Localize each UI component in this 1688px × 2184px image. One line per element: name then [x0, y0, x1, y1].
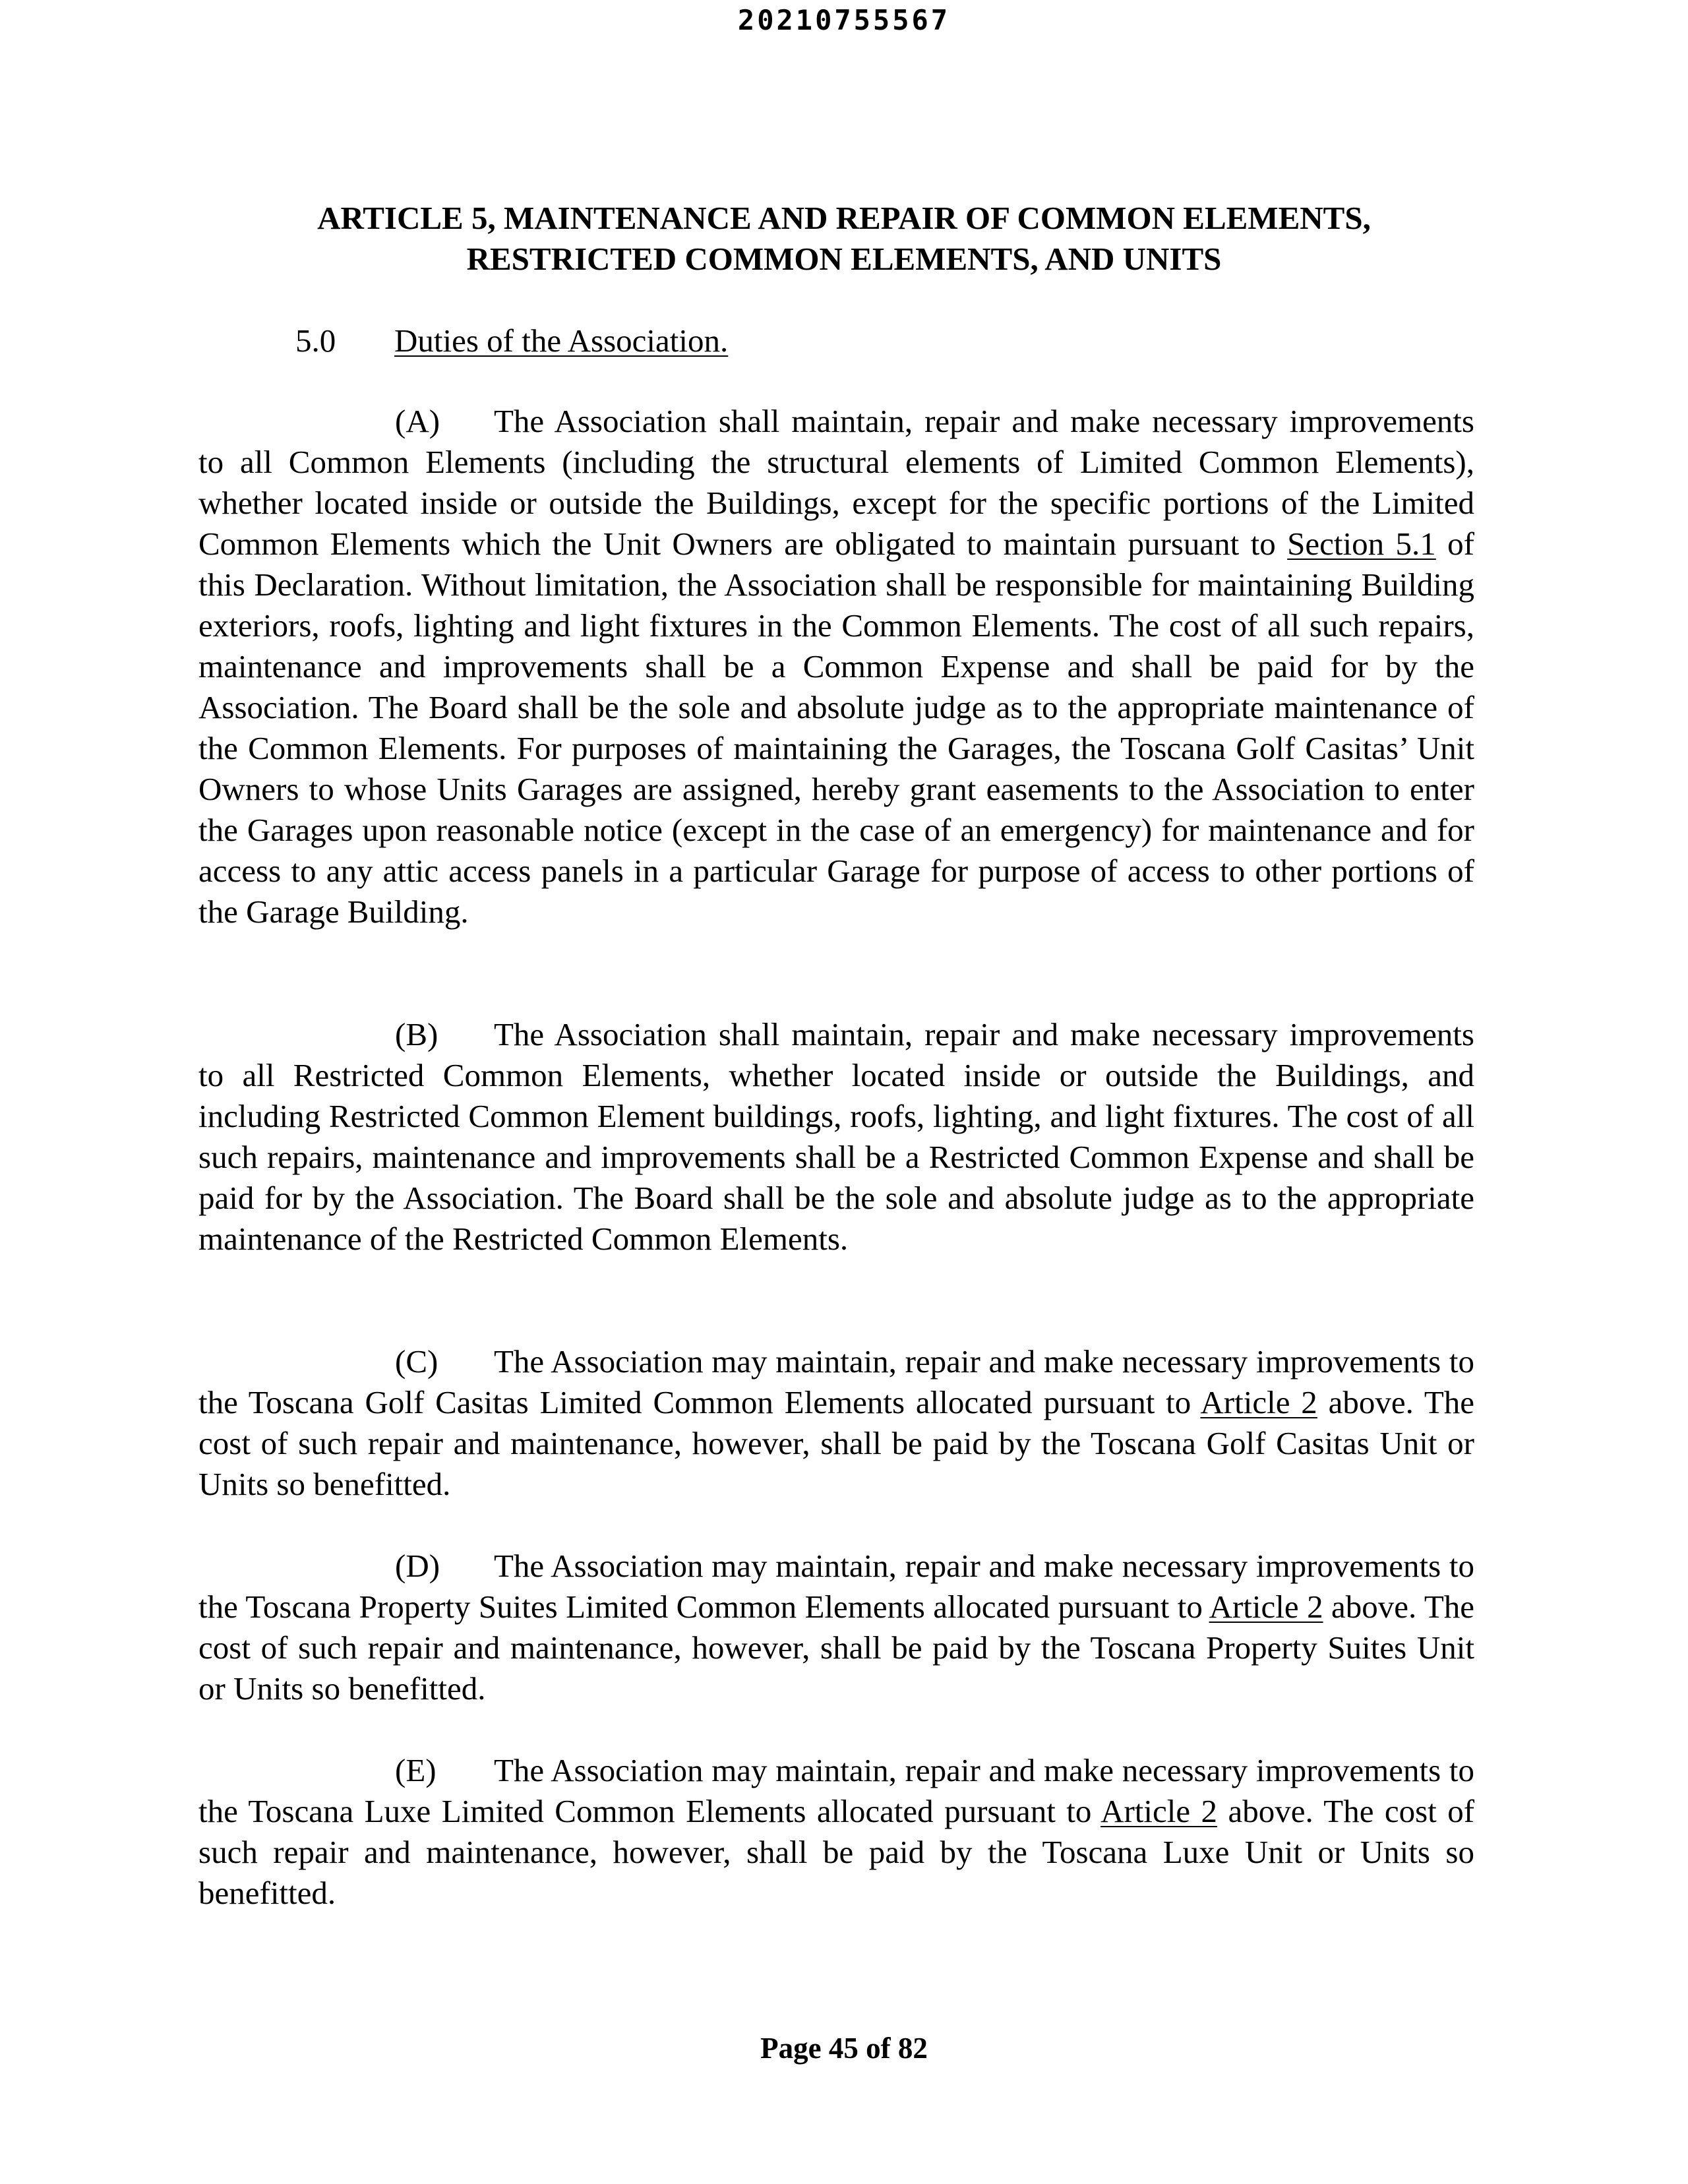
- paragraph-text: above. The cost of such repair and maintenance, however, shall be paid by the Toscana Luxe Unit or Units so benefitted.: [198, 1793, 1475, 1911]
- paragraph-text: The Association shall maintain, repair and make necessary improvements to all Common Elements (including the structural elements of Limited Common Elements), whether located inside or outside the Buildings, except for the specific portions of the Limited Common Elements which the Unit Owners are obligated to maintain pursuant to: [198, 403, 1474, 562]
- paragraph-c: [198, 1341, 1474, 1505]
- paragraph-label: (C): [395, 1343, 438, 1380]
- page-number: Page 45 of 82: [760, 2032, 928, 2065]
- paragraph-text: of this Declaration. Without limitation, the Association shall be responsible for maintaining Building exteriors, roofs, lighting and light fixtures in the Common Elements. The cost of all such repairs, maintenance and improvements shall be a Common Expense and shall be paid for by the Association. The Board shall be the sole and absolute judge as to the appropriate maintenance of the Common Elements. For purposes of maintaining the Garages, the Toscana Golf Casitas’ Unit Owners to whose Units Garages are assigned, hereby grant easements to the Association to enter the Garages upon reasonable notice (except in the case of an emergency) for maintenance and for access to any attic access panels in a particular Garage for purpose of access to other portions of the Garage Building.: [198, 526, 1474, 930]
- paragraph-text: above. The cost of such repair and maintenance, however, shall be paid by the Toscana Property Suites Unit or Units so benefitted.: [198, 1589, 1474, 1707]
- paragraph-text: The Association may maintain, repair and make necessary improvements to the Toscana Luxe Limited Common Elements allocated pursuant to: [198, 1752, 1474, 1829]
- article-title-line-2: RESTRICTED COMMON ELEMENTS, AND UNITS: [466, 241, 1222, 277]
- paragraph-a: [198, 401, 1474, 932]
- paragraph-text: above. The cost of such repair and maintenance, however, shall be paid by the Toscana Golf Casitas Unit or Units so benefitted.: [198, 1384, 1475, 1502]
- paragraph-label: (B): [395, 1016, 438, 1052]
- paragraph-label: (A): [395, 403, 440, 439]
- paragraph-text: The Association may maintain, repair and make necessary improvements to the Toscana Golf Casitas Limited Common Elements allocated pursuant to: [198, 1343, 1474, 1420]
- section-reference: Section 5.1: [1287, 526, 1436, 562]
- paragraph-text: The Association shall maintain, repair and make necessary improvements to all Restricted Common Elements, whether located inside or outside the Buildings, and including Restricted Common Element buildings, roofs, lighting, and light fixtures. The cost of all such repairs, maintenance and improvements shall be a Restricted Common Expense and shall be paid for by the Association. The Board shall be the sole and absolute judge as to the appropriate maintenance of the Restricted Common Elements.: [198, 1016, 1474, 1257]
- article-reference: Article 2: [1100, 1793, 1218, 1829]
- section-heading: [295, 320, 728, 361]
- paragraph-text: The Association may maintain, repair and make necessary improvements to the Toscana Property Suites Limited Common Elements allocated pursuant to: [198, 1548, 1474, 1625]
- article-reference: Article 2: [1200, 1384, 1317, 1420]
- paragraph-b: [198, 1014, 1474, 1259]
- paragraph-e: [198, 1750, 1474, 1914]
- section-title: Duties of the Association.: [394, 322, 729, 359]
- section-number: 5.0: [295, 322, 336, 359]
- paragraph-d: [198, 1546, 1474, 1709]
- article-title-line-1: ARTICLE 5, MAINTENANCE AND REPAIR OF COMMON ELEMENTS,: [317, 200, 1371, 236]
- paragraph-label: (E): [395, 1752, 437, 1788]
- paragraph-label: (D): [395, 1548, 440, 1584]
- article-reference: Article 2: [1209, 1589, 1323, 1625]
- document-number: 20210755567: [737, 4, 951, 36]
